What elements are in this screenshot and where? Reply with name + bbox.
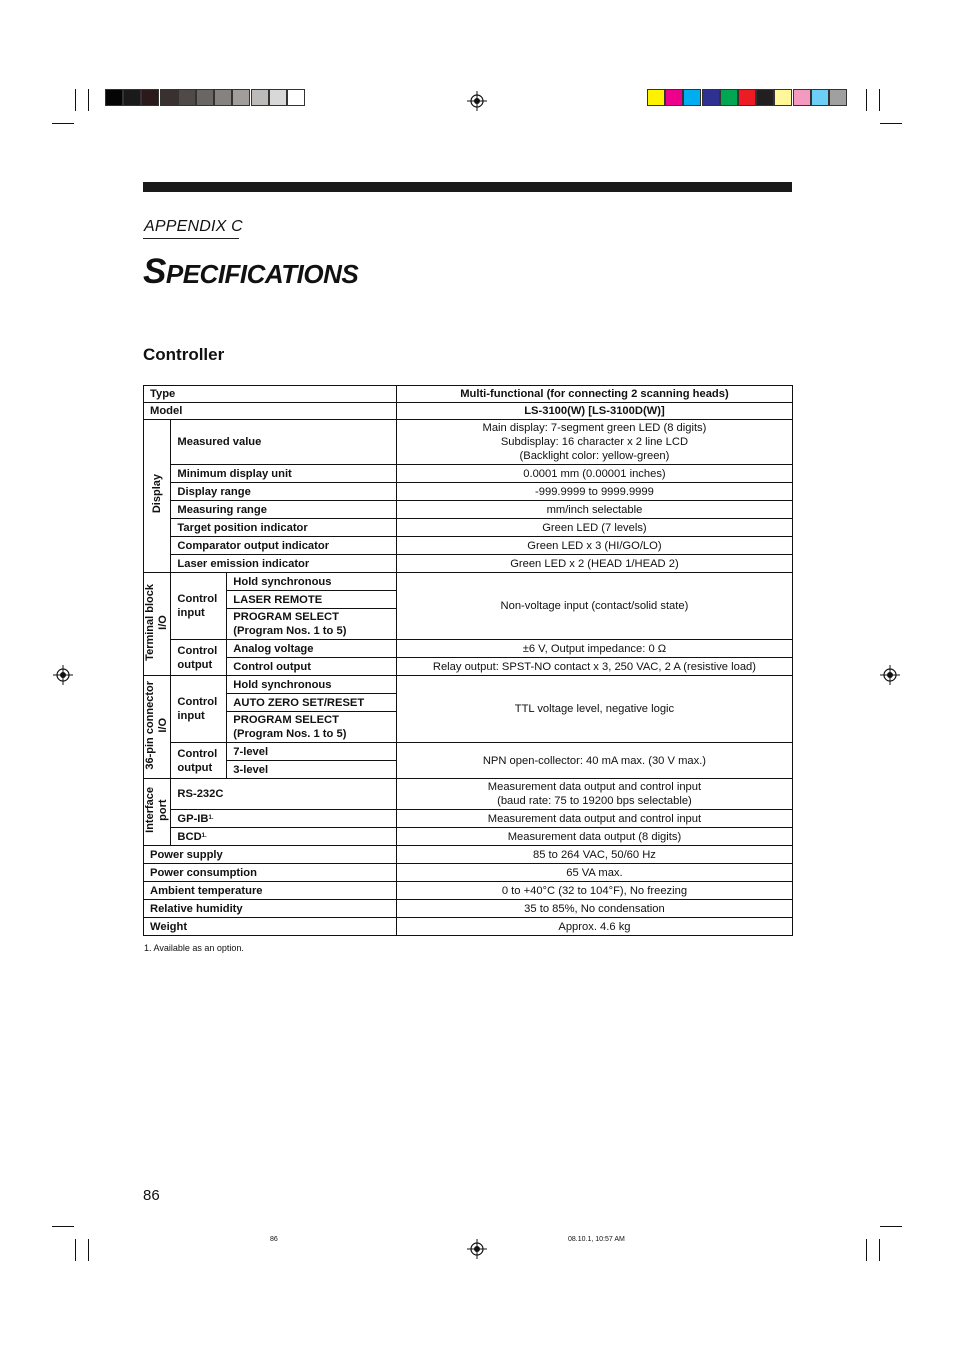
color-swatch xyxy=(251,89,269,106)
table-row xyxy=(144,573,793,591)
row-label: Hold synchronous xyxy=(227,676,397,694)
table-row xyxy=(144,658,793,676)
color-swatch xyxy=(141,89,159,106)
model-value: LS-3100(W) [LS-3100D(W)] xyxy=(396,403,792,420)
table-row xyxy=(144,537,793,555)
row-value: Measurement data output and control input (baud rate: 75 to 19200 bps selectable) xyxy=(396,779,792,810)
row-label: Power supply xyxy=(144,846,397,864)
color-swatch xyxy=(647,89,665,106)
table-row xyxy=(144,918,793,936)
page-number: 86 xyxy=(143,1187,160,1204)
row-value: 0.0001 mm (0.00001 inches) xyxy=(396,465,792,483)
table-row xyxy=(144,900,793,918)
color-swatch xyxy=(287,89,305,106)
row-label: Hold synchronous xyxy=(227,573,397,591)
row-label: Ambient temperature xyxy=(144,882,397,900)
row-value: 35 to 85%, No condensation xyxy=(396,900,792,918)
model-label: Model xyxy=(144,403,397,420)
crop-mark xyxy=(879,1239,880,1261)
crop-mark xyxy=(866,1239,867,1261)
control-output-label: Control output xyxy=(171,640,227,676)
row-label: Measuring range xyxy=(171,501,396,519)
color-swatch xyxy=(232,89,250,106)
control-input-label: Control input xyxy=(171,573,227,640)
footnote: 1. Available as an option. xyxy=(144,943,244,953)
registration-mark-icon xyxy=(880,665,900,685)
registration-mark-icon xyxy=(467,91,487,111)
crop-mark xyxy=(75,1239,76,1261)
color-swatch xyxy=(756,89,774,106)
row-value: Measurement data output (8 digits) xyxy=(396,828,792,846)
table-row xyxy=(144,386,793,403)
row-label: Relative humidity xyxy=(144,900,397,918)
color-swatch xyxy=(738,89,756,106)
table-row xyxy=(144,403,793,420)
section-heading: Controller xyxy=(143,345,225,364)
row-value: ±6 V, Output impedance: 0 Ω xyxy=(396,640,792,658)
row-value: NPN open-collector: 40 mA max. (30 V max.) xyxy=(396,743,792,779)
color-swatch xyxy=(160,89,178,106)
connector-group-label: 36-pin connector I/O xyxy=(144,676,171,779)
type-value: Multi-functional (for connecting 2 scanning heads) xyxy=(396,386,792,403)
row-label: PROGRAM SELECT (Program Nos. 1 to 5) xyxy=(227,712,397,743)
color-swatch xyxy=(829,89,847,106)
crop-mark xyxy=(880,1226,902,1227)
title-rest: PECIFICATIONS xyxy=(165,259,359,289)
spec-table xyxy=(143,385,793,936)
table-row xyxy=(144,743,793,761)
row-label: AUTO ZERO SET/RESET xyxy=(227,694,397,712)
row-value: 0 to +40°C (32 to 104°F), No freezing xyxy=(396,882,792,900)
table-row xyxy=(144,465,793,483)
table-row xyxy=(144,828,793,846)
crop-mark xyxy=(52,123,74,124)
row-label: Control output xyxy=(227,658,397,676)
color-swatch xyxy=(214,89,232,106)
crop-mark xyxy=(52,1226,74,1227)
interface-group-label: Interface port xyxy=(144,779,171,846)
title-initial: S xyxy=(143,252,166,291)
control-input-label: Control input xyxy=(171,676,227,743)
crop-mark xyxy=(88,89,89,111)
color-swatch xyxy=(105,89,123,106)
table-row xyxy=(144,519,793,537)
row-value: Measurement data output and control input xyxy=(396,810,792,828)
header-rule xyxy=(143,182,792,192)
crop-mark xyxy=(75,89,76,111)
row-label: Target position indicator xyxy=(171,519,396,537)
row-label: Weight xyxy=(144,918,397,936)
row-label: Minimum display unit xyxy=(171,465,396,483)
color-swatch xyxy=(702,89,720,106)
color-swatch xyxy=(720,89,738,106)
row-value: TTL voltage level, negative logic xyxy=(396,676,792,743)
row-value: mm/inch selectable xyxy=(396,501,792,519)
row-label: Analog voltage xyxy=(227,640,397,658)
registration-mark-icon xyxy=(53,665,73,685)
table-row xyxy=(144,640,793,658)
color-swatch xyxy=(665,89,683,106)
row-value: Approx. 4.6 kg xyxy=(396,918,792,936)
slug-page: 86 xyxy=(270,1236,278,1243)
color-swatch xyxy=(196,89,214,106)
row-value: Green LED x 3 (HI/GO/LO) xyxy=(396,537,792,555)
color-swatch xyxy=(123,89,141,106)
row-label: Display range xyxy=(171,483,396,501)
color-swatch xyxy=(178,89,196,106)
row-value: Non-voltage input (contact/solid state) xyxy=(396,573,792,640)
row-label: PROGRAM SELECT (Program Nos. 1 to 5) xyxy=(227,609,397,640)
row-label: Laser emission indicator xyxy=(171,555,396,573)
color-swatch xyxy=(269,89,287,106)
table-row xyxy=(144,420,793,465)
table-row xyxy=(144,882,793,900)
row-label: Measured value xyxy=(171,420,396,465)
color-swatch xyxy=(683,89,701,106)
appendix-label: APPENDIX C xyxy=(144,218,243,235)
row-label: 3-level xyxy=(227,761,397,779)
row-value: Main display: 7-segment green LED (8 digits) Subdisplay: 16 character x 2 line LCD (Backlight color: yellow-green) xyxy=(396,420,792,465)
terminal-group-label: Terminal block I/O xyxy=(144,573,171,676)
row-value: Green LED (7 levels) xyxy=(396,519,792,537)
registration-mark-icon xyxy=(467,1239,487,1259)
row-label: Comparator output indicator xyxy=(171,537,396,555)
crop-mark xyxy=(866,89,867,111)
row-label: $BCD^{1.}$ xyxy=(171,828,396,846)
row-value: 65 VA max. xyxy=(396,864,792,882)
table-row xyxy=(144,483,793,501)
row-value: Relay output: SPST-NO contact x 3, 250 VAC, 2 A (resistive load) xyxy=(396,658,792,676)
type-label: Type xyxy=(144,386,397,403)
row-label: $GP-IB^{1.}$ xyxy=(171,810,396,828)
row-value: 85 to 264 VAC, 50/60 Hz xyxy=(396,846,792,864)
table-row xyxy=(144,501,793,519)
row-value: -999.9999 to 9999.9999 xyxy=(396,483,792,501)
crop-mark xyxy=(88,1239,89,1261)
display-group-label: Display xyxy=(144,420,171,573)
row-label: RS-232C xyxy=(171,779,396,810)
table-row xyxy=(144,555,793,573)
table-row xyxy=(144,846,793,864)
row-label: Power consumption xyxy=(144,864,397,882)
table-row xyxy=(144,779,793,810)
row-label: LASER REMOTE xyxy=(227,591,397,609)
row-value: Green LED x 2 (HEAD 1/HEAD 2) xyxy=(396,555,792,573)
color-swatch xyxy=(774,89,792,106)
crop-mark xyxy=(880,123,902,124)
table-row xyxy=(144,810,793,828)
crop-mark xyxy=(879,89,880,111)
row-label: 7-level xyxy=(227,743,397,761)
slug-timestamp: 08.10.1, 10:57 AM xyxy=(568,1236,625,1243)
color-swatch xyxy=(811,89,829,106)
color-swatch xyxy=(793,89,811,106)
control-output-label: Control output xyxy=(171,743,227,779)
page-title xyxy=(143,252,358,294)
table-row xyxy=(144,864,793,882)
table-row xyxy=(144,676,793,694)
appendix-underline xyxy=(143,238,239,239)
